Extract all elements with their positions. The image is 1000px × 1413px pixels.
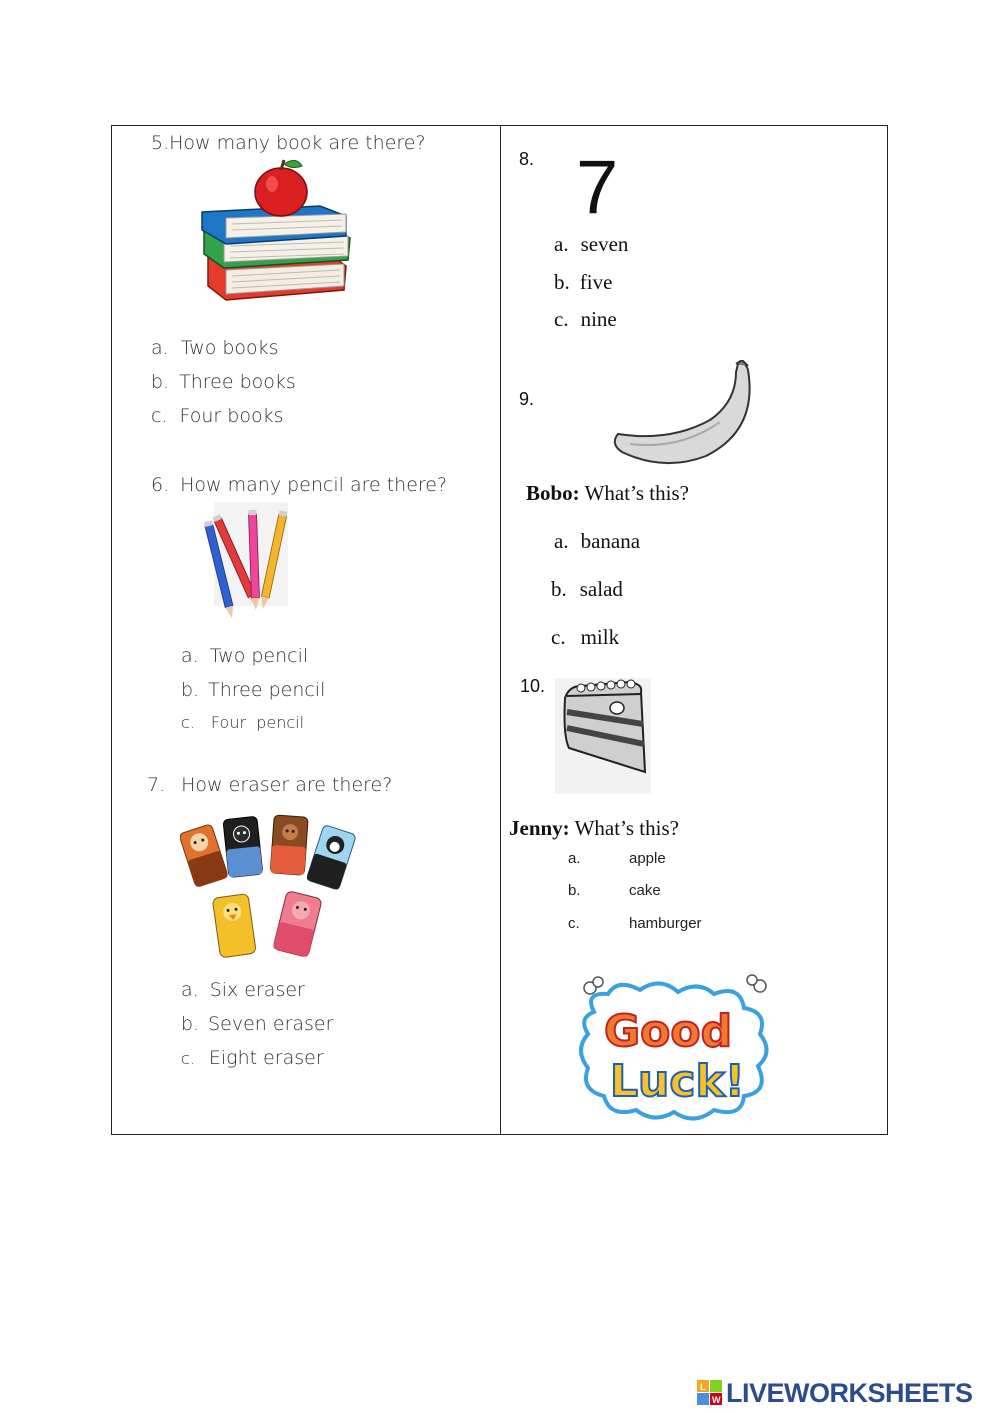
option-letter: b. — [554, 270, 570, 294]
option-letter: a. — [151, 337, 169, 359]
good-luck-image — [574, 972, 778, 1126]
option-letter: c. — [181, 713, 195, 732]
q9-option-c[interactable] — [551, 625, 619, 650]
logo-letter: L — [700, 1382, 706, 1392]
option-text: milk — [580, 625, 620, 649]
q5-option-b[interactable] — [151, 371, 296, 393]
logo-letter: W — [712, 1395, 721, 1405]
option-text: Three pencil — [208, 679, 326, 701]
q9-prompt — [526, 481, 689, 506]
speaker-name: Bobo: — [526, 481, 580, 505]
q6-option-b[interactable] — [181, 679, 325, 701]
question-10-number: 10. — [520, 676, 546, 696]
option-letter: a. — [181, 979, 199, 1001]
option-letter: b. — [551, 577, 567, 601]
question-9-number: 9. — [519, 389, 535, 409]
option-text: Two pencil — [209, 645, 309, 667]
q7-option-c[interactable] — [181, 1047, 324, 1069]
option-text: Six eraser — [209, 979, 305, 1001]
q10-option-a[interactable] — [568, 850, 666, 867]
question-number: 6. — [151, 474, 170, 496]
q9-option-a[interactable] — [554, 529, 640, 554]
option-text: Eight eraser — [208, 1047, 324, 1069]
question-6-text — [151, 474, 447, 496]
question-8-number: 8. — [519, 149, 535, 169]
question-7-text — [147, 774, 392, 796]
option-text: banana — [580, 529, 641, 553]
option-text: Three books — [179, 371, 296, 393]
column-divider — [500, 126, 501, 1134]
q9-option-b[interactable] — [551, 577, 623, 602]
good-text: Good — [604, 1006, 733, 1057]
option-letter: a. — [568, 850, 581, 867]
q8-option-a[interactable] — [554, 232, 628, 257]
liveworksheets-logo-icon — [697, 1380, 723, 1406]
banana-image — [610, 360, 756, 470]
option-text: Two books — [180, 337, 279, 359]
option-letter: c. — [151, 405, 168, 427]
q8-option-c[interactable] — [554, 307, 617, 332]
option-text: seven — [580, 232, 629, 256]
q10-option-b[interactable] — [568, 882, 661, 899]
option-text: Four pencil — [210, 713, 305, 732]
erasers-image — [180, 814, 356, 962]
option-text: Four books — [179, 405, 284, 427]
option-letter: b. — [151, 371, 170, 393]
option-letter: c. — [181, 1049, 195, 1068]
option-letter: a. — [554, 529, 569, 553]
option-letter: a. — [181, 645, 199, 667]
speaker-name: Jenny: — [509, 816, 570, 840]
option-letter: c. — [568, 915, 580, 932]
option-text: five — [579, 270, 613, 294]
option-letter: b. — [181, 1013, 200, 1035]
q10-option-c[interactable] — [568, 915, 702, 932]
cake-slice-image — [555, 678, 651, 794]
question-label: What’s this? — [574, 816, 679, 840]
option-text: Seven eraser — [208, 1013, 334, 1035]
option-letter: c. — [551, 625, 566, 649]
option-letter: b. — [568, 882, 581, 899]
option-letter: b. — [181, 679, 200, 701]
q7-option-a[interactable] — [181, 979, 305, 1001]
option-text: hamburger — [629, 915, 702, 932]
digit-seven: 7 — [576, 145, 619, 230]
liveworksheets-logo[interactable] — [697, 1376, 973, 1410]
question-5-text: 5.How many book are there? — [151, 132, 426, 154]
option-letter: a. — [554, 232, 569, 256]
question-label: How eraser are there? — [181, 774, 393, 796]
option-letter: c. — [554, 307, 569, 331]
q8-option-b[interactable] — [554, 270, 612, 295]
question-number: 7. — [147, 774, 166, 796]
option-text: salad — [579, 577, 623, 601]
option-text: apple — [629, 850, 666, 867]
question-label: How many pencil are there? — [180, 474, 448, 496]
liveworksheets-brand-text: LIVEWORKSHEETS — [726, 1377, 973, 1408]
books-with-apple-image — [198, 158, 354, 310]
option-text: cake — [629, 882, 661, 899]
q7-option-b[interactable] — [181, 1013, 333, 1035]
pencils-image — [200, 502, 292, 624]
question-label: What’s this? — [584, 481, 689, 505]
luck-text: Luck! — [610, 1056, 745, 1107]
q5-option-c[interactable] — [151, 405, 283, 427]
q5-option-a[interactable] — [151, 337, 279, 359]
q6-option-a[interactable] — [181, 645, 308, 667]
q6-option-c[interactable] — [181, 713, 304, 732]
option-text: nine — [580, 307, 617, 331]
q10-prompt — [509, 816, 679, 841]
